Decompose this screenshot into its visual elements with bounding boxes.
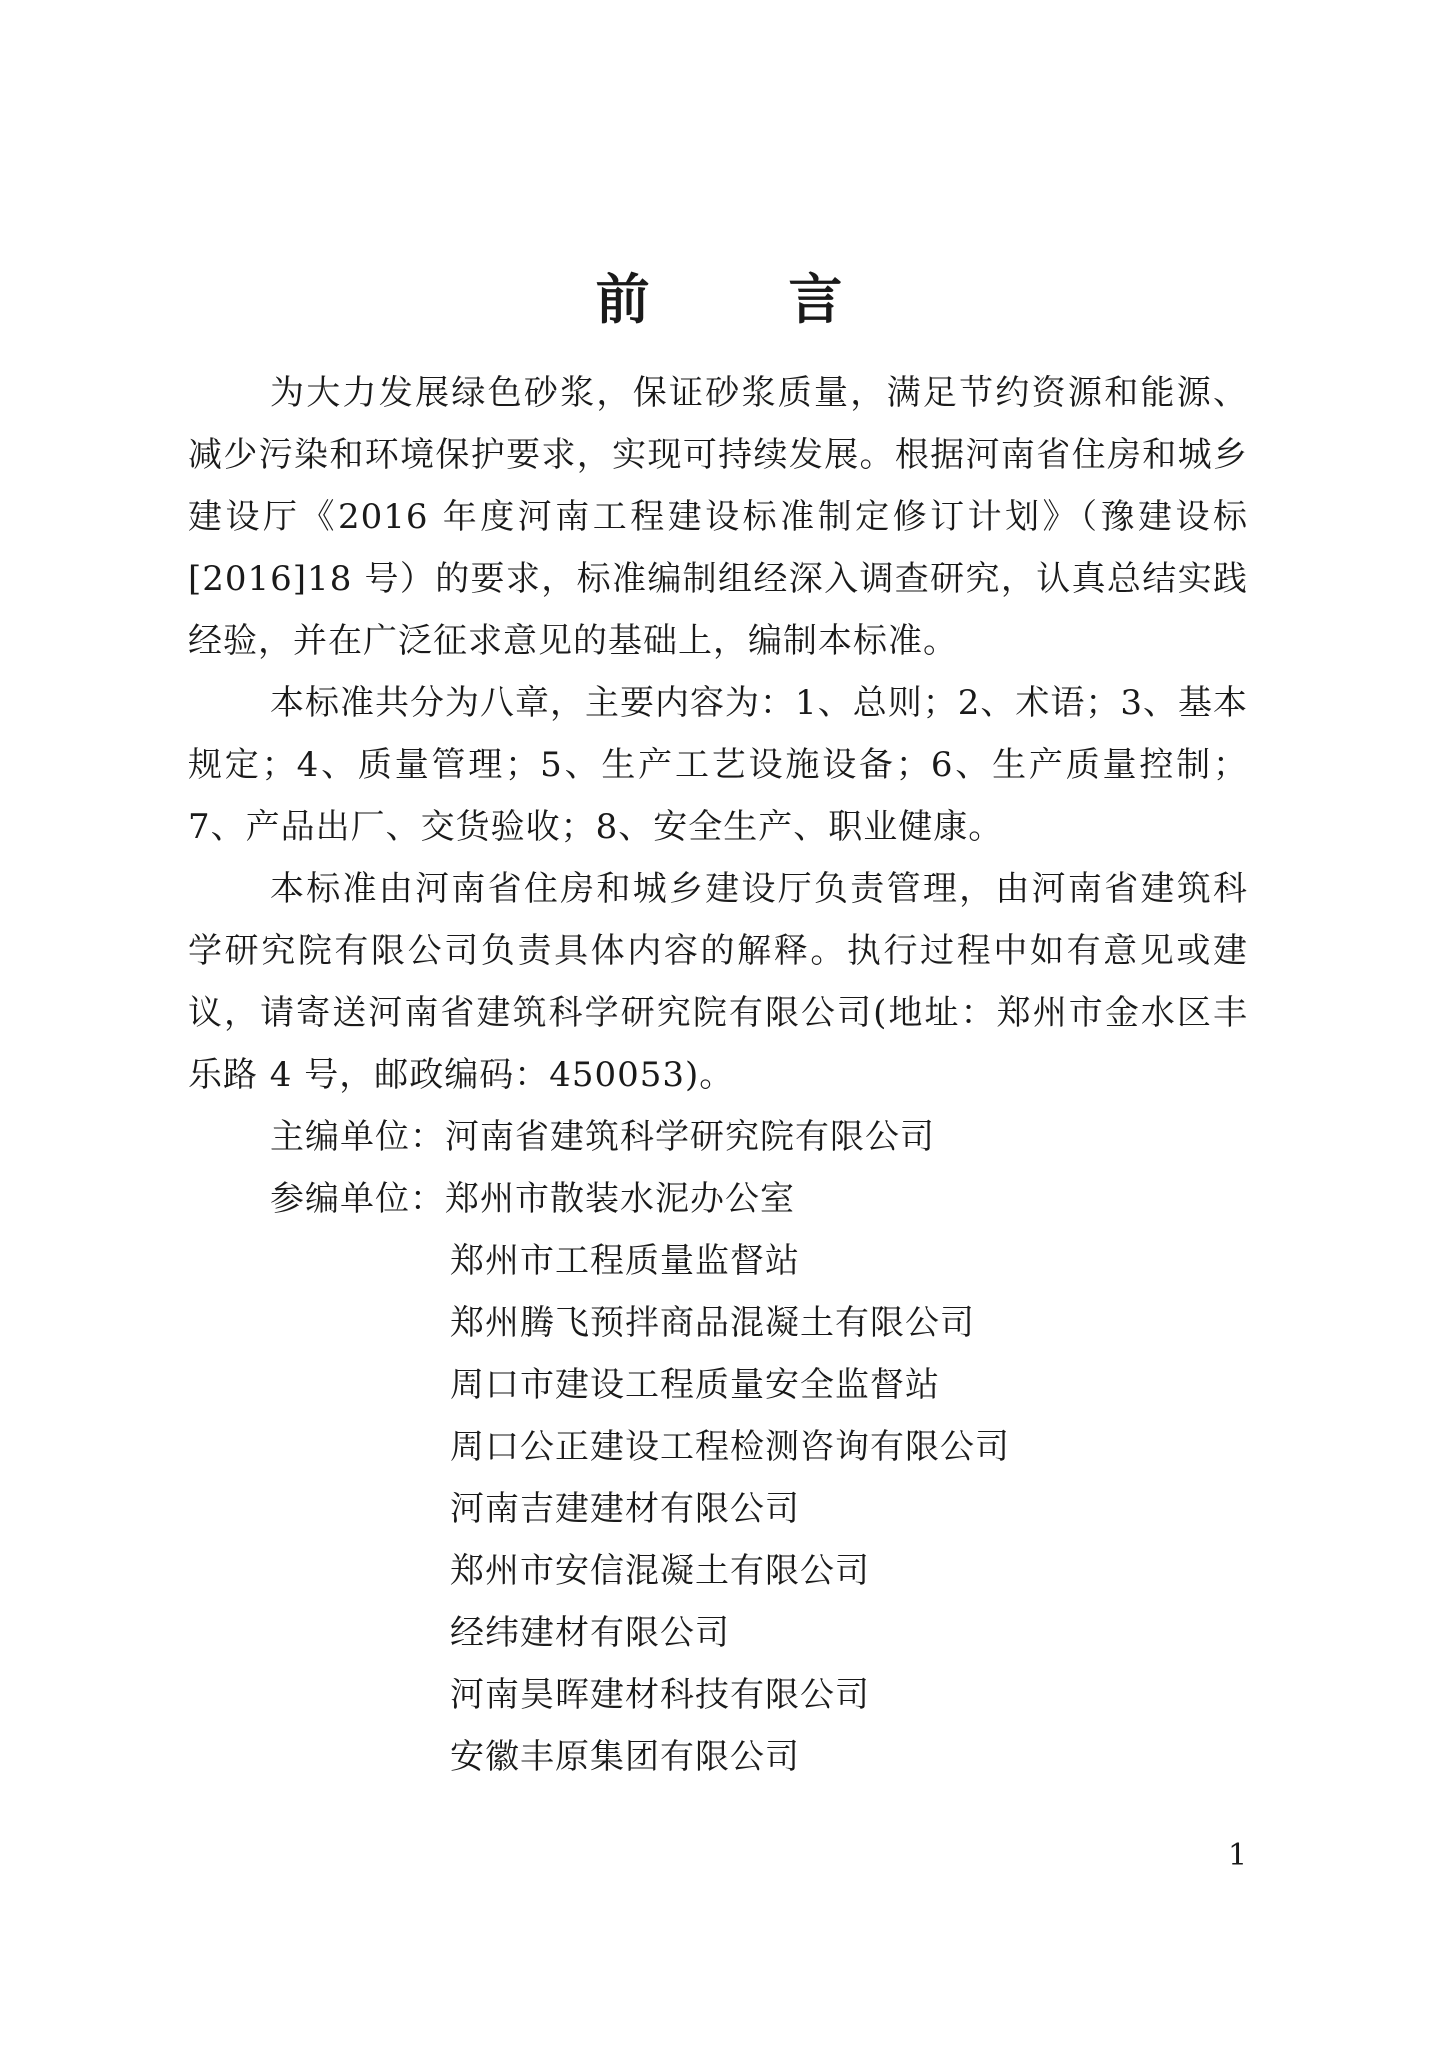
paragraph-contents: 本标准共分为八章，主要内容为：1、总则；2、术语；3、基本规定；4、质量管理；5、生产工艺设施设备；6、生产质量控制；7、产品出厂、交货验收；8、安全生产、职业健康。 <box>188 683 1248 847</box>
paragraph-purpose: 为大力发展绿色砂浆，保证砂浆质量，满足节约资源和能源、减少污染和环境保护要求，实现可持续发展。根据河南省住房和城乡建设厅《2016 年度河南工程建设标准制定修订计划》（豫建设标[2016]18 号）的要求，标准编制组经深入调查研究，认真总结实践经验，并在广泛征求意见的基础上，编制本标准。 <box>188 373 1248 661</box>
page-number: 1 <box>1228 1838 1248 1873</box>
participating-unit: 周口市建设工程质量安全监督站 <box>450 1365 940 1405</box>
participating-unit: 经纬建材有限公司 <box>450 1613 730 1653</box>
participating-unit: 河南昊晖建材科技有限公司 <box>450 1675 870 1715</box>
body-text <box>188 362 1248 1788</box>
participating-unit: 郑州腾飞预拌商品混凝土有限公司 <box>450 1303 975 1343</box>
participating-units-label: 参编单位：郑州市散装水泥办公室 <box>270 1179 795 1219</box>
participating-unit: 安徽丰原集团有限公司 <box>450 1737 800 1777</box>
participating-unit: 郑州市工程质量监督站 <box>450 1241 800 1281</box>
participating-unit: 周口公正建设工程检测咨询有限公司 <box>450 1427 1010 1467</box>
page-title: 前 言 <box>595 267 903 331</box>
chief-editor-unit: 主编单位：河南省建筑科学研究院有限公司 <box>270 1117 935 1157</box>
participating-unit: 河南吉建建材有限公司 <box>450 1489 800 1529</box>
participating-units-list <box>188 1230 1248 1788</box>
paragraph-management: 本标准由河南省住房和城乡建设厅负责管理，由河南省建筑科学研究院有限公司负责具体内容的解释。执行过程中如有意见或建议，请寄送河南省建筑科学研究院有限公司(地址：郑州市金水区丰乐路 4 号，邮政编码：450053)。 <box>188 869 1248 1095</box>
participating-unit: 郑州市安信混凝土有限公司 <box>450 1551 870 1591</box>
